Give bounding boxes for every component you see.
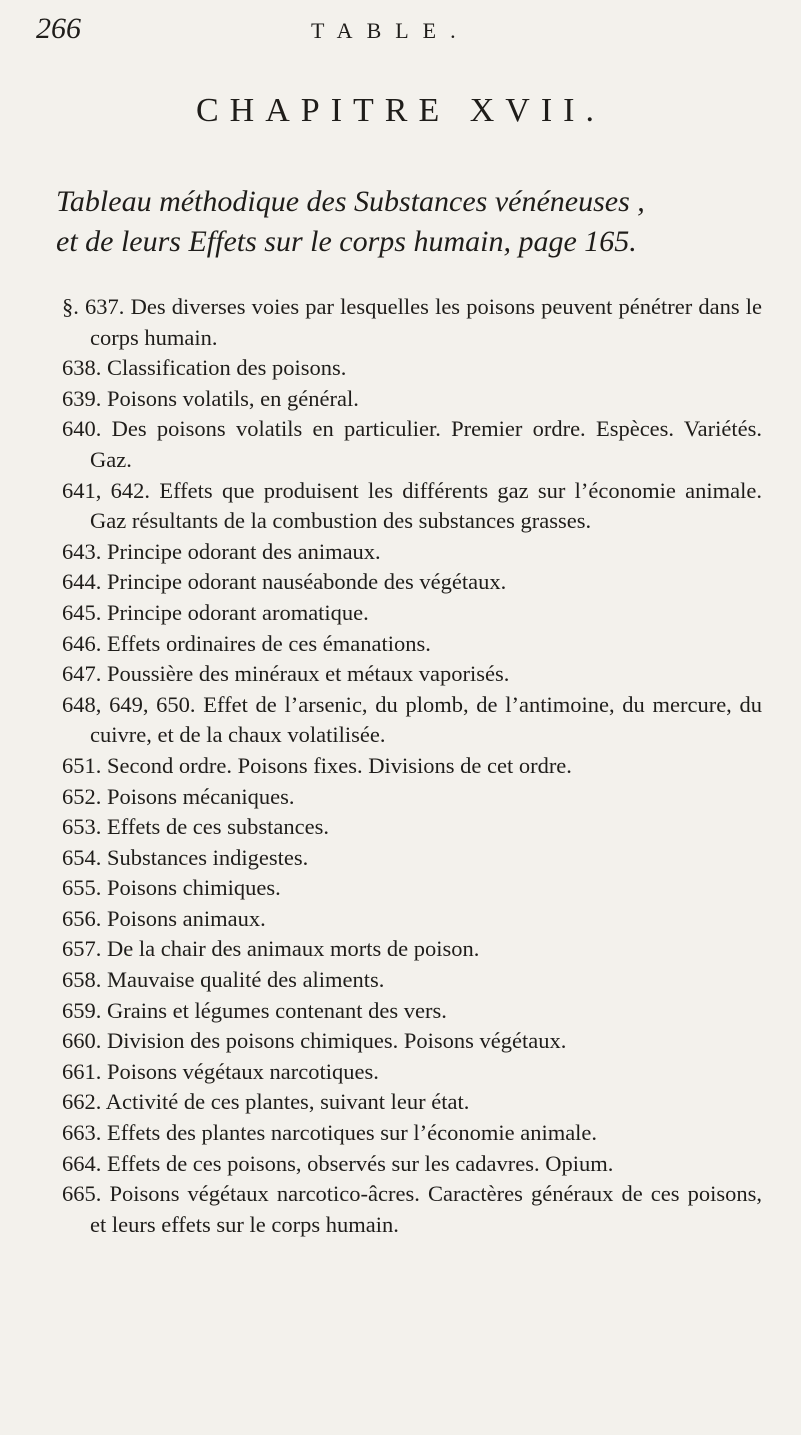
page-number: 266 bbox=[36, 12, 81, 45]
entry-number: 657. bbox=[62, 936, 102, 962]
toc-entry bbox=[62, 690, 762, 751]
toc-entry bbox=[62, 659, 762, 690]
toc-entry bbox=[62, 1149, 762, 1180]
entry-number: 665. bbox=[62, 1181, 102, 1207]
entry-text: Principe odorant nauséabonde des végétaux. bbox=[107, 569, 507, 595]
toc-entry bbox=[62, 812, 762, 843]
entry-number: 659. bbox=[62, 997, 102, 1023]
entry-text: Mauvaise qualité des aliments. bbox=[107, 967, 385, 993]
entry-text: Poisons volatils, en général. bbox=[107, 385, 359, 411]
entry-text: Effets des plantes narcotiques sur l’économie animale. bbox=[107, 1120, 598, 1146]
entry-text: Classification des poisons. bbox=[107, 355, 347, 381]
toc-entry bbox=[62, 384, 762, 415]
toc-entry bbox=[62, 598, 762, 629]
toc-entry bbox=[62, 567, 762, 598]
entry-text: De la chair des animaux morts de poison. bbox=[107, 936, 480, 962]
toc-entry bbox=[62, 996, 762, 1027]
entry-number: 664. bbox=[62, 1150, 102, 1176]
toc-entry bbox=[62, 353, 762, 384]
table-of-contents bbox=[62, 292, 762, 1240]
entry-text: Effets de ces poisons, observés sur les cadavres. Opium. bbox=[107, 1150, 614, 1176]
entry-number: 652. bbox=[62, 783, 102, 809]
entry-number: 658. bbox=[62, 967, 102, 993]
entry-text: Poisons chimiques. bbox=[107, 875, 281, 901]
page-header bbox=[36, 12, 736, 52]
entry-text: Poisons végétaux narcotiques. bbox=[107, 1058, 379, 1084]
section-title-line-2: et de leurs Effets sur le corps humain, page 165. bbox=[56, 225, 637, 258]
entry-text: Principe odorant des animaux. bbox=[107, 538, 381, 564]
toc-entry bbox=[62, 751, 762, 782]
entry-text: Poussière des minéraux et métaux vaporisés. bbox=[107, 661, 510, 687]
entry-text: Des diverses voies par lesquelles les poisons peuvent pénétrer dans le corps humain. bbox=[90, 294, 763, 350]
entry-number: 656. bbox=[62, 905, 102, 931]
entry-number: 662. bbox=[62, 1089, 102, 1115]
toc-entry bbox=[62, 1057, 762, 1088]
entry-number: 655. bbox=[62, 875, 102, 901]
toc-entry bbox=[62, 292, 762, 353]
entry-text: Grains et légumes contenant des vers. bbox=[107, 997, 447, 1023]
entry-number: 651. bbox=[62, 752, 102, 778]
entry-text: Substances indigestes. bbox=[107, 844, 309, 870]
toc-entry bbox=[62, 965, 762, 996]
entry-number: 645. bbox=[62, 599, 102, 625]
toc-entry bbox=[62, 476, 762, 537]
entry-number: 654. bbox=[62, 844, 102, 870]
entry-number: 643. bbox=[62, 538, 102, 564]
toc-entry bbox=[62, 873, 762, 904]
toc-entry bbox=[62, 1118, 762, 1149]
toc-entry bbox=[62, 537, 762, 568]
toc-entry bbox=[62, 414, 762, 475]
entry-text: Poisons végétaux narcotico-âcres. Caractères généraux de ces poisons, et leurs effets sur le corps humain. bbox=[90, 1181, 762, 1237]
entry-number: 648, 649, 650. bbox=[62, 691, 196, 717]
entry-text: Principe odorant aromatique. bbox=[107, 599, 369, 625]
entry-text: Poisons mécaniques. bbox=[107, 783, 295, 809]
entry-number: 660. bbox=[62, 1028, 102, 1054]
section-title-line-1: Tableau méthodique des Substances vénéneuses , bbox=[56, 185, 645, 218]
toc-entry bbox=[62, 904, 762, 935]
entry-text: Division des poisons chimiques. Poisons végétaux. bbox=[107, 1028, 567, 1054]
entry-number: 638. bbox=[62, 355, 102, 381]
entry-text: Effet de l’arsenic, du plomb, de l’antimoine, du mercure, du cuivre, et de la chaux volatilisée. bbox=[90, 691, 763, 748]
entry-number: 641, 642. bbox=[62, 477, 151, 503]
entry-number: 639. bbox=[62, 385, 102, 411]
entry-number: 663. bbox=[62, 1120, 102, 1146]
entry-number: 646. bbox=[62, 630, 102, 656]
entry-text: Effets ordinaires de ces émanations. bbox=[107, 630, 431, 656]
toc-entry bbox=[62, 629, 762, 660]
entry-number: 647. bbox=[62, 661, 102, 687]
toc-entry bbox=[62, 782, 762, 813]
entry-text: Des poisons volatils en particulier. Premier ordre. Espèces. Variétés. Gaz. bbox=[90, 416, 763, 472]
chapter-title: CHAPITRE XVII. bbox=[196, 92, 605, 129]
entry-number: 644. bbox=[62, 569, 102, 595]
toc-entry bbox=[62, 1026, 762, 1057]
toc-entry bbox=[62, 1087, 762, 1118]
entry-number: 640. bbox=[62, 416, 102, 442]
toc-entry bbox=[62, 1179, 762, 1240]
entry-text: Activité de ces plantes, suivant leur état. bbox=[105, 1089, 470, 1115]
entry-text: Second ordre. Poisons fixes. Divisions de cet ordre. bbox=[107, 752, 572, 778]
entry-number: §. 637. bbox=[62, 294, 125, 319]
toc-entry bbox=[62, 843, 762, 874]
entry-number: 653. bbox=[62, 814, 102, 840]
entry-number: 661. bbox=[62, 1058, 102, 1084]
entry-text: Effets que produisent les différents gaz sur l’économie animale. Gaz résultants de la combustion des substances grasses. bbox=[90, 477, 763, 534]
toc-entry bbox=[62, 934, 762, 965]
section-title bbox=[56, 182, 756, 262]
running-head: TABLE. bbox=[311, 18, 470, 43]
entry-text: Effets de ces substances. bbox=[107, 814, 330, 840]
entry-text: Poisons animaux. bbox=[107, 905, 266, 931]
